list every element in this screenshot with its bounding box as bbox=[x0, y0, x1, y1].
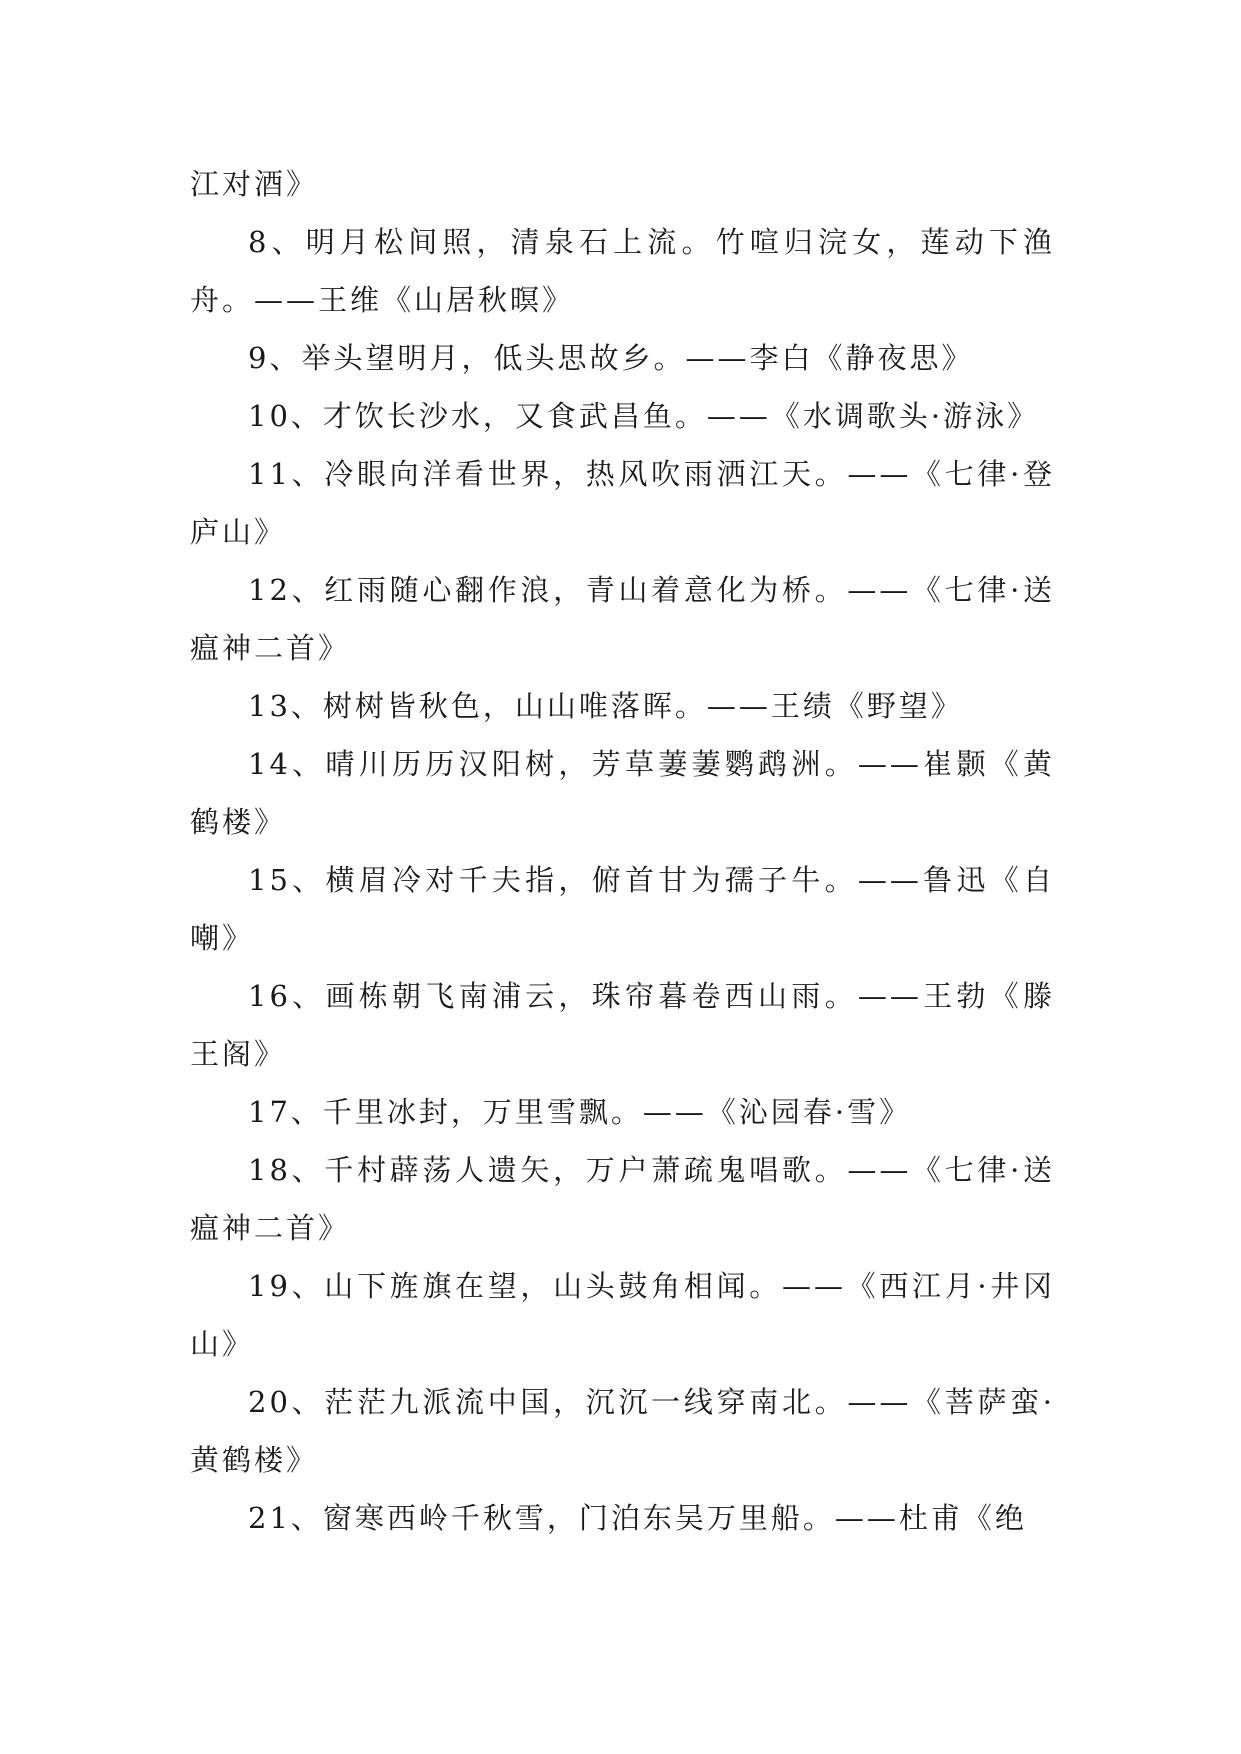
poem-line-21: 21、窗寒西岭千秋雪，门泊东吴万里船。——杜甫《绝 bbox=[248, 1501, 1027, 1535]
poem-line-9: 9、举头望明月，低头思故乡。——李白《静夜思》 bbox=[248, 341, 974, 375]
poem-line-14: 14、晴川历历汉阳树，芳草萋萋鹦鹉洲。——崔颢《黄鹤楼》 bbox=[190, 747, 1055, 839]
poem-line-8: 8、明月松间照，清泉石上流。竹喧归浣女，莲动下渔舟。——王维《山居秋暝》 bbox=[190, 225, 1055, 317]
poem-line-19: 19、山下旌旗在望，山头鼓角相闻。——《西江月·井冈山》 bbox=[190, 1269, 1055, 1361]
poem-list bbox=[190, 155, 1055, 1547]
poem-line-12: 12、红雨随心翻作浪，青山着意化为桥。——《七律·送瘟神二首》 bbox=[190, 573, 1055, 665]
poem-line-15: 15、横眉冷对千夫指，俯首甘为孺子牛。——鲁迅《自嘲》 bbox=[190, 863, 1055, 955]
poem-line-11: 11、冷眼向洋看世界，热风吹雨洒江天。——《七律·登庐山》 bbox=[190, 457, 1055, 549]
paragraph-continued: 江对酒》 bbox=[190, 167, 319, 201]
poem-line-10: 10、才饮长沙水，又食武昌鱼。——《水调歌头·游泳》 bbox=[248, 399, 1040, 433]
poem-line-18: 18、千村薜荡人遗矢，万户萧疏鬼唱歌。——《七律·送瘟神二首》 bbox=[190, 1153, 1055, 1245]
poem-line-17: 17、千里冰封，万里雪飘。——《沁园春·雪》 bbox=[248, 1095, 912, 1129]
poem-line-13: 13、树树皆秋色，山山唯落晖。——王绩《野望》 bbox=[248, 689, 963, 723]
poem-line-20: 20、茫茫九派流中国，沉沉一线穿南北。——《菩萨蛮·黄鹤楼》 bbox=[190, 1385, 1055, 1477]
poem-line-16: 16、画栋朝飞南浦云，珠帘暮卷西山雨。——王勃《滕王阁》 bbox=[190, 979, 1055, 1071]
